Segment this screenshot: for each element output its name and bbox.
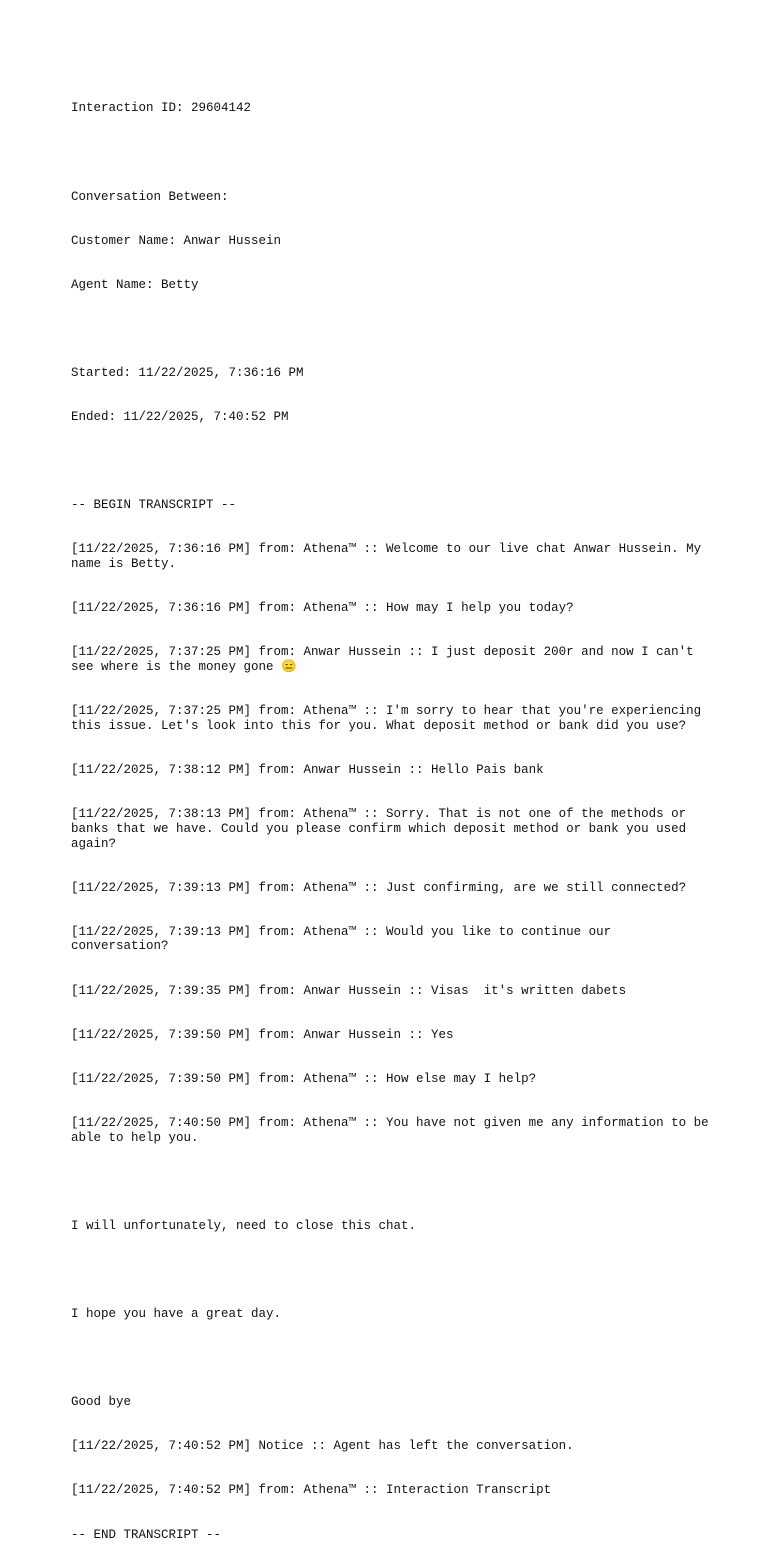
closing-line: I will unfortunately, need to close this chat. [71, 1218, 417, 1233]
transcript-message: [11/22/2025, 7:36:16 PM] from: Athena™ :: How may I help you today? [71, 601, 574, 616]
interaction-id: Interaction ID: 29604142 [71, 101, 252, 116]
ended-time: Ended: 11/22/2025, 7:40:52 PM [71, 410, 289, 425]
transcript-message: [11/22/2025, 7:39:50 PM] from: Anwar Hussein :: Yes [71, 1027, 454, 1042]
blank-line [71, 1263, 711, 1278]
customer-name: Customer Name: Anwar Hussein [71, 233, 282, 248]
transcript-message: [11/22/2025, 7:39:13 PM] from: Athena™ :: Just confirming, are we still connected? [71, 880, 687, 895]
transcript-message: [11/22/2025, 7:40:50 PM] from: Athena™ :: You have not given me any information to be able to help you. [71, 1115, 717, 1145]
transcript-document [71, 72, 717, 1557]
agent-left-notice: [11/22/2025, 7:40:52 PM] Notice :: Agent has left the conversation. [71, 1439, 574, 1454]
agent-name: Agent Name: Betty [71, 277, 199, 292]
blank-line [71, 146, 711, 161]
end-transcript-marker: -- END TRANSCRIPT -- [71, 1527, 222, 1542]
transcript-message: [11/22/2025, 7:37:25 PM] from: Anwar Hussein :: I just deposit 200r and now I can't see where is the money gone 😑 [71, 645, 702, 675]
transcript-message: [11/22/2025, 7:39:13 PM] from: Athena™ :: Would you like to continue our conversation? [71, 924, 619, 954]
transcript-message: [11/22/2025, 7:38:13 PM] from: Athena™ :: Sorry. That is not one of the methods or banks that we have. Could you please confirm which deposit method or bank you used again? [71, 807, 694, 851]
transcript-message: [11/22/2025, 7:39:50 PM] from: Athena™ :: How else may I help? [71, 1071, 537, 1086]
transcript-message: [11/22/2025, 7:39:35 PM] from: Anwar Hussein :: Visas it's written dabets [71, 983, 627, 998]
blank-line [71, 1175, 711, 1190]
blank-line [71, 322, 711, 337]
conversation-between-label: Conversation Between: [71, 189, 229, 204]
closing-line: I hope you have a great day. [71, 1306, 282, 1321]
transcript-message: [11/22/2025, 7:37:25 PM] from: Athena™ :: I'm sorry to hear that you're experiencing this issue. Let's look into this for you. What deposit method or bank did you use? [71, 704, 709, 733]
blank-line [71, 454, 711, 469]
begin-transcript-marker: -- BEGIN TRANSCRIPT -- [71, 498, 237, 513]
transcript-message: [11/22/2025, 7:40:52 PM] from: Athena™ :: Interaction Transcript [71, 1483, 552, 1498]
blank-line [71, 1351, 711, 1366]
transcript-message: [11/22/2025, 7:38:12 PM] from: Anwar Hussein :: Hello Pais bank [71, 763, 544, 777]
closing-line: Good bye [71, 1395, 132, 1410]
transcript-message: [11/22/2025, 7:36:16 PM] from: Athena™ :: Welcome to our live chat Anwar Hussein. My name is Betty. [71, 542, 709, 572]
started-time: Started: 11/22/2025, 7:36:16 PM [71, 366, 304, 381]
